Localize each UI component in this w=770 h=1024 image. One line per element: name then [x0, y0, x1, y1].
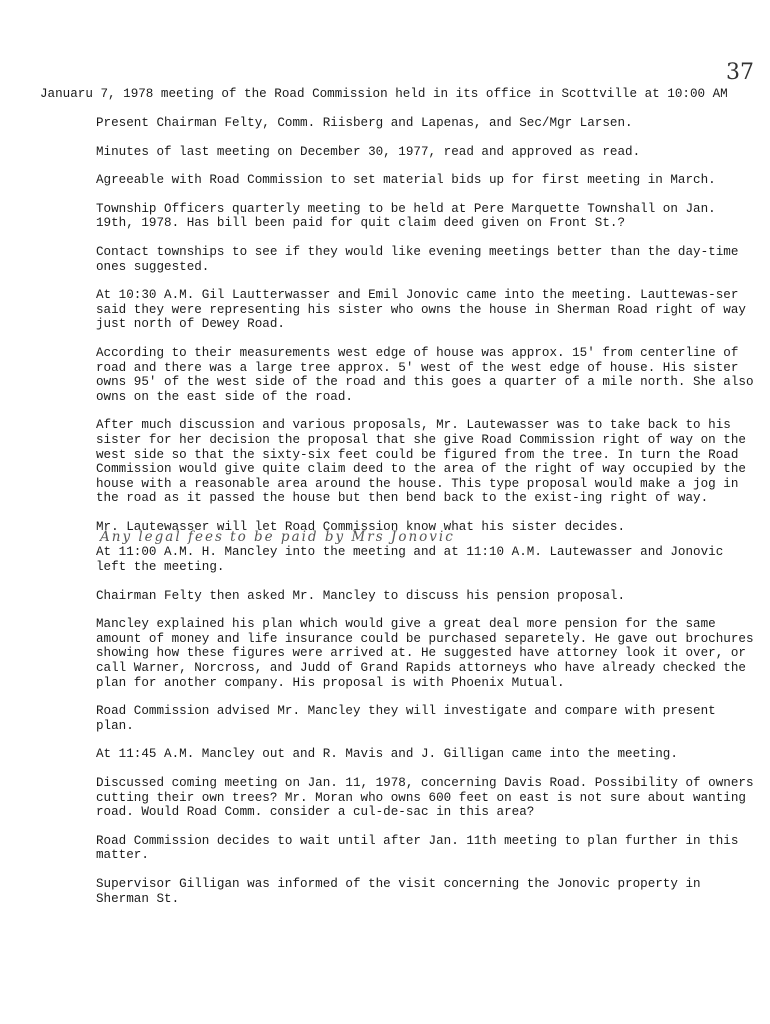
- paragraph-sister-decision: Mr. Lautewasser will let Road Commission know what his sister decides.: [96, 519, 626, 534]
- page-number: 37: [726, 60, 754, 85]
- minutes-body: [96, 116, 760, 920]
- paragraph-davis-road: Discussed coming meeting on Jan. 11, 1978, concerning Davis Road. Possibility of owners cutting their own trees? Mr. Moran who owns 600 feet on east is not sure about wanting road. Would Road Comm. consider a cul-de-sac in this area?: [96, 776, 754, 820]
- paragraph-mancley-arrival: At 11:00 A.M. H. Mancley into the meeting and at 11:10 A.M. Lautewasser and Jonovic left the meeting.: [96, 545, 724, 575]
- paragraph-minutes-approved: Minutes of last meeting on December 30, 1977, read and approved as read.: [96, 144, 641, 159]
- paragraph-township-meeting: Township Officers quarterly meeting to be held at Pere Marquette Townshall on Jan. 19th, 1978. Has bill been paid for quit claim deed given on Front St.?: [96, 201, 716, 231]
- paragraph-investigate: Road Commission advised Mr. Mancley they will investigate and compare with present plan.: [96, 704, 716, 733]
- paragraph-lautterwasser-arrival: At 10:30 A.M. Gil Lautterwasser and Emil Jonovic came into the meeting. Lauttewas-ser said they were representing his sister who owns the house in Sherman Road right of way just north of Dewey Road.: [96, 288, 746, 332]
- paragraph-pension-plan: Mancley explained his plan which would give a great deal more pension for the same amount of money and life insurance could be purchased separetely. He gave out brochures showing how these figures were arrived at. He suggested have attorney look it over, or call Warner, Norcross, and Judd of Grand Rapids attorneys who have already checked the plan for another company. His proposal is with Phoenix Mutual.: [96, 617, 754, 690]
- meeting-heading: Januaru 7, 1978 meeting of the Road Commission held in its office in Scottville at 10:00 AM: [40, 87, 728, 101]
- paragraph-evening-meetings: Contact townships to see if they would like evening meetings better than the day-time ones suggested.: [96, 244, 739, 274]
- paragraph-wait-decision: Road Commission decides to wait until after Jan. 11th meeting to plan further in this matter.: [96, 833, 739, 863]
- paragraph-supervisor-informed: Supervisor Gilligan was informed of the visit concerning the Jonovic property in Sherman St.: [96, 876, 701, 906]
- paragraph-attendance: Present Chairman Felty, Comm. Riisberg and Lapenas, and Sec/Mgr Larsen.: [96, 116, 633, 130]
- paragraph-mavis-gilligan: At 11:45 A.M. Mancley out and R. Mavis and J. Gilligan came into the meeting.: [96, 747, 678, 762]
- paragraph-measurements: According to their measurements west edge of house was approx. 15' from centerline of road and there was a large tree approx. 5' west of the west edge of house. His sister owns 95' of the west side of the road and this goes a quarter of a mile north. She also owns on the east side of the road.: [96, 345, 754, 404]
- handwritten-note: Any legal fees to be paid by Mrs Jonovic: [100, 529, 455, 546]
- paragraph-material-bids: Agreeable with Road Commission to set material bids up for first meeting in March.: [96, 173, 716, 188]
- paragraph-pension-request: Chairman Felty then asked Mr. Mancley to discuss his pension proposal.: [96, 588, 626, 603]
- paragraph-proposal: After much discussion and various proposals, Mr. Lautewasser was to take back to his sister for her decision the proposal that she give Road Commission right of way on the west side so that the sixty-six feet could be figured from the tree. In turn the Road Commission would give quite claim deed to the area of the right of way occupied by the house with a reasonable area around the house. This type proposal would make a jog in the road as it passed the house but then bend back to the exist-ing right of way.: [96, 418, 746, 506]
